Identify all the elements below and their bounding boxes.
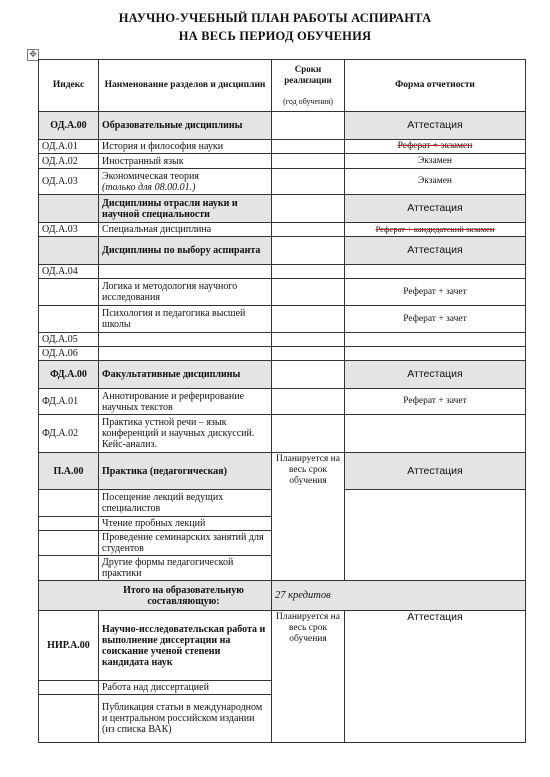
row-index: ФД.А.01	[39, 389, 99, 415]
row-index: ФД.А.02	[39, 415, 99, 453]
table-header-row	[39, 60, 526, 112]
table-row	[39, 195, 526, 223]
row-index	[39, 306, 99, 333]
row-name: Специальная дисциплина	[99, 223, 272, 237]
table-row	[39, 154, 526, 169]
row-index: ОД.А.05	[39, 333, 99, 347]
row-period	[272, 361, 345, 389]
row-name: Работа над диссертацией	[99, 681, 272, 695]
row-index: ОД.А.01	[39, 140, 99, 154]
row-form: Реферат + зачет	[345, 279, 526, 306]
table-row	[39, 581, 526, 611]
row-period	[272, 112, 345, 140]
row-period: Планируется на весь срок обучения	[272, 611, 345, 743]
row-index: ОД.А.06	[39, 347, 99, 361]
total-credits: 27 кредитов	[272, 581, 526, 611]
table-row	[39, 415, 526, 453]
row-index	[39, 681, 99, 695]
row-index: ОД.А.03	[39, 169, 99, 195]
row-name	[99, 347, 272, 361]
row-period	[272, 415, 345, 453]
row-period	[272, 140, 345, 154]
row-index	[39, 195, 99, 223]
row-period	[272, 279, 345, 306]
row-period	[272, 389, 345, 415]
row-index	[39, 531, 99, 556]
row-name: Чтение пробных лекций	[99, 517, 272, 531]
table-row	[39, 112, 526, 140]
row-name: Практика устной речи – язык конференций и научных дискуссий. Кейс-анализ.	[99, 415, 272, 453]
row-name	[99, 333, 272, 347]
row-form	[345, 265, 526, 279]
row-name: Психология и педагогика высшей школы	[99, 306, 272, 333]
row-form: Аттестация	[345, 237, 526, 265]
row-form: Аттестация	[345, 112, 526, 140]
row-form: Экзамен	[345, 154, 526, 169]
row-index: ОД.А.00	[39, 112, 99, 140]
table-row	[39, 389, 526, 415]
row-index	[39, 695, 99, 743]
row-name: Аннотирование и реферирование научных текстов	[99, 389, 272, 415]
row-name: Публикация статьи в международном и центральном российском издании (из списка ВАК)	[99, 695, 272, 743]
row-period: Планируется на весь срок обучения	[272, 453, 345, 581]
document-title: НАУЧНО-УЧЕБНЫЙ ПЛАН РАБОТЫ АСПИРАНТА	[118, 11, 432, 25]
table-row	[39, 361, 526, 389]
document-subtitle: НА ВЕСЬ ПЕРИОД ОБУЧЕНИЯ	[178, 29, 372, 43]
row-index: ОД.А.02	[39, 154, 99, 169]
row-form: Реферат + экзамен	[345, 140, 526, 154]
row-form	[345, 490, 526, 581]
table-row	[39, 140, 526, 154]
row-name: Дисциплины отрасли науки и научной специальности	[99, 195, 272, 223]
header-period	[272, 60, 345, 112]
header-period-sub: (год обучения)	[283, 97, 333, 106]
row-period	[272, 169, 345, 195]
row-period	[272, 195, 345, 223]
table-row	[39, 223, 526, 237]
table-row	[39, 237, 526, 265]
row-index	[39, 490, 99, 517]
header-period-label: Сроки реализации	[284, 64, 332, 85]
table-row	[39, 306, 526, 333]
row-name: Факультативные дисциплины	[99, 361, 272, 389]
row-form: Аттестация	[345, 361, 526, 389]
row-name: Проведение семинарских занятий для студентов	[99, 531, 272, 556]
row-form	[345, 333, 526, 347]
header-name: Наименование разделов и дисциплин	[99, 60, 272, 112]
row-form: Реферат + кандидатский экзамен	[345, 223, 526, 237]
row-name: Другие формы педагогической практики	[99, 556, 272, 581]
row-period	[272, 333, 345, 347]
row-index: ОД.А.04	[39, 265, 99, 279]
table-row	[39, 265, 526, 279]
header-index: Индекс	[39, 60, 99, 112]
table-row	[39, 347, 526, 361]
row-form: Реферат + зачет	[345, 389, 526, 415]
row-form: Аттестация	[345, 611, 526, 743]
row-form: Реферат + зачет	[345, 306, 526, 333]
table-row	[39, 169, 526, 195]
row-name: История и философия науки	[99, 140, 272, 154]
row-name: Экономическая теория	[102, 170, 199, 182]
row-name: Образовательные дисциплины	[99, 112, 272, 140]
row-period	[272, 223, 345, 237]
table-row	[39, 333, 526, 347]
row-index: ОД.А.03	[39, 223, 99, 237]
row-form	[345, 347, 526, 361]
row-name: Логика и методология научного исследования	[99, 279, 272, 306]
row-period	[272, 154, 345, 169]
row-note: (только для 08.00.01.)	[102, 181, 196, 193]
row-period	[272, 265, 345, 279]
row-name: Посещение лекций ведущих специалистов	[99, 490, 272, 517]
table-row	[39, 453, 526, 490]
row-form: Аттестация	[345, 195, 526, 223]
row-name-cell	[99, 169, 272, 195]
row-period	[272, 306, 345, 333]
total-label: Итого на образовательную составляющую:	[39, 581, 272, 611]
study-plan-table	[38, 59, 526, 743]
header-form: Форма отчетности	[345, 60, 526, 112]
row-name: Дисциплины по выбору аспиранта	[99, 237, 272, 265]
table-row	[39, 279, 526, 306]
table-row	[39, 611, 526, 681]
row-index: НИР.А.00	[39, 611, 99, 681]
row-index	[39, 517, 99, 531]
row-period	[272, 237, 345, 265]
row-index: ФД.А.00	[39, 361, 99, 389]
row-index	[39, 279, 99, 306]
row-period	[272, 347, 345, 361]
table-move-handle-icon[interactable]: ✥	[27, 49, 39, 61]
row-name: Практика (педагогическая)	[99, 453, 272, 490]
row-index	[39, 556, 99, 581]
row-name	[99, 265, 272, 279]
row-form: Экзамен	[345, 169, 526, 195]
row-index: П.А.00	[39, 453, 99, 490]
row-name: Иностранный язык	[99, 154, 272, 169]
row-index	[39, 237, 99, 265]
row-form	[345, 415, 526, 453]
row-name: Научно-исследовательская работа и выполнение диссертации на соискание ученой степени кандидата наук	[99, 611, 272, 681]
row-form: Аттестация	[345, 453, 526, 490]
